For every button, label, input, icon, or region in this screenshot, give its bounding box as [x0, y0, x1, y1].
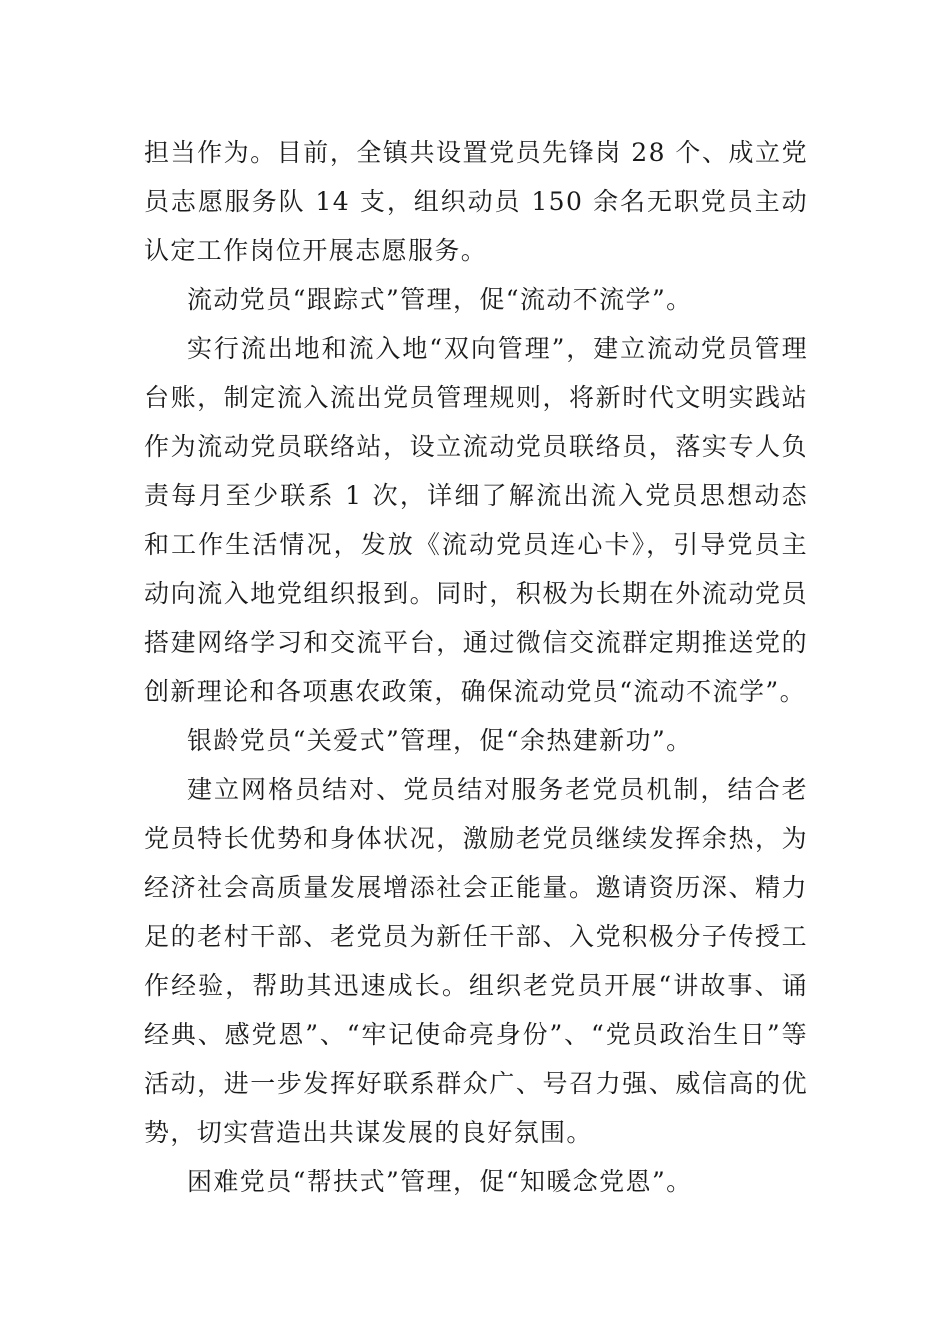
paragraph-mobile-party-members: 实行流出地和流入地“双向管理”，建立流动党员管理台账，制定流入流出党员管理规则，将新时代文明实践站作为流动党员联络站，设立流动党员联络员，落实专人负责每月至少联系 1 次，详细了解流出流入党员思想动态和工作生活情况，发放《流动党员连心卡》，引导党员主动向流入地党组织报到。同时，积极为长期在外流动党员搭建网络学习和交流平台，通过微信交流群定期推送党的创新理论和各项惠农政策，确保流动党员“流动不流学”。 [144, 334, 808, 706]
heading-mobile-party-members: 流动党员“跟踪式”管理，促“流动不流学”。 [187, 285, 693, 314]
document-body [144, 128, 808, 1206]
heading-needy-party-members: 困难党员“帮扶式”管理，促“知暖念党恩”。 [187, 1167, 693, 1196]
heading-senior-party-members: 银龄党员“关爱式”管理，促“余热建新功”。 [187, 726, 693, 755]
paragraph-senior-party-members: 建立网格员结对、党员结对服务老党员机制，结合老党员特长优势和身体状况，激励老党员继续发挥余热，为经济社会高质量发展增添社会正能量。邀请资历深、精力足的老村干部、老党员为新任干部、入党积极分子传授工作经验，帮助其迅速成长。组织老党员开展“讲故事、诵经典、感党恩”、“牢记使命亮身份”、“党员政治生日”等活动，进一步发挥好联系群众广、号召力强、威信高的优势，切实营造出共谋发展的良好氛围。 [144, 775, 808, 1147]
paragraph-volunteer-service: 担当作为。目前，全镇共设置党员先锋岗 28 个、成立党员志愿服务队 14 支，组织动员 150 余名无职党员主动认定工作岗位开展志愿服务。 [144, 138, 808, 265]
